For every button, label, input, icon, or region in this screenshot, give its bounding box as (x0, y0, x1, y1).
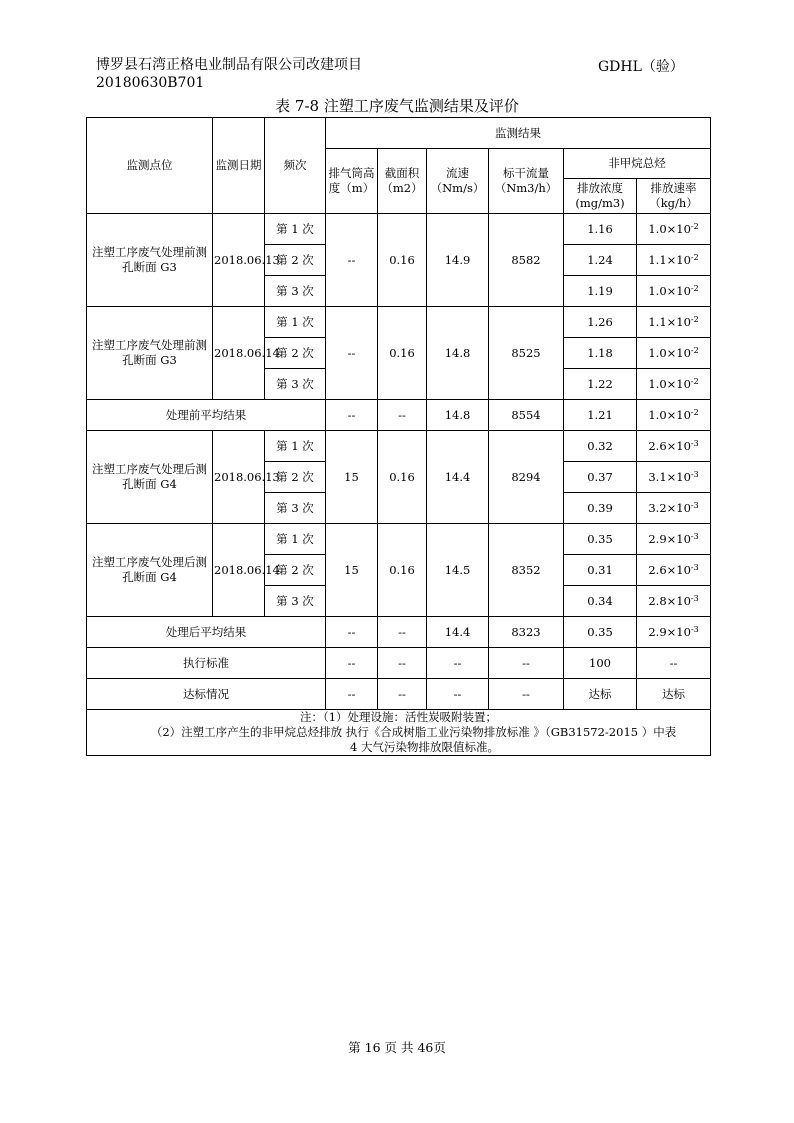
rate-cell: -- (637, 648, 711, 679)
concentration-cell: 1.22 (564, 369, 637, 400)
speed-cell: -- (427, 679, 489, 710)
header-frequency: 频次 (265, 118, 326, 214)
header-stack-height: 排气筒高度（m） (326, 149, 378, 214)
section-area-cell: 0.16 (378, 431, 427, 524)
rate-exponent: -3 (690, 624, 699, 634)
concentration-cell: 0.32 (564, 431, 637, 462)
section-area-cell: 0.16 (378, 307, 427, 400)
emission-rate-cell (637, 245, 711, 276)
table-caption: 表 7-8 注塑工序废气监测结果及评价 (275, 97, 519, 115)
concentration-cell: 1.24 (564, 245, 637, 276)
rate-exponent: -2 (690, 252, 699, 262)
concentration-cell: 1.18 (564, 338, 637, 369)
notes-cell (87, 710, 711, 756)
standard-row (87, 648, 711, 679)
table-row (87, 431, 711, 462)
area-cell: -- (378, 679, 427, 710)
rate-exponent: -3 (690, 531, 699, 541)
emission-rate-cell (637, 524, 711, 555)
concentration-cell: 0.34 (564, 586, 637, 617)
monitoring-date: 2018.06.14 (213, 524, 265, 617)
flow-cell: -- (489, 679, 564, 710)
stack-cell: -- (326, 679, 378, 710)
stack-height-cell: -- (326, 307, 378, 400)
emission-rate-cell (637, 462, 711, 493)
rate-mantissa: 1.0×10 (648, 345, 691, 360)
row-label: 处理前平均结果 (87, 400, 326, 431)
company-project-title: 博罗县石湾正格电业制品有限公司改建项目 (96, 57, 362, 73)
monitoring-date: 2018.06.14 (213, 307, 265, 400)
flow-speed-cell: 14.5 (427, 524, 489, 617)
concentration-cell: 0.35 (564, 617, 637, 648)
section-area-cell: -- (378, 617, 427, 648)
header-dry-flow: 标干流量（Nm3/h） (489, 149, 564, 214)
header-emission-rate: 排放速率（kg/h） (637, 179, 711, 214)
emission-rate-cell (637, 276, 711, 307)
rate-mantissa: 2.8×10 (648, 593, 691, 608)
emission-rate-cell (637, 307, 711, 338)
flow-speed-cell: 14.4 (427, 617, 489, 648)
section-area-cell: 0.16 (378, 524, 427, 617)
table-row (87, 214, 711, 245)
compliance-row (87, 679, 711, 710)
concentration-cell: 1.16 (564, 214, 637, 245)
header-row-1 (87, 118, 711, 149)
header-location: 监测点位 (87, 118, 213, 214)
frequency-cell: 第 3 次 (265, 586, 326, 617)
flow-speed-cell: 14.9 (427, 214, 489, 307)
concentration-cell: 1.21 (564, 400, 637, 431)
rate-exponent: -3 (690, 562, 699, 572)
emission-rate-cell (637, 369, 711, 400)
rate-exponent: -3 (690, 469, 699, 479)
page-footer: 第 16 页 共 46页 (348, 1040, 446, 1055)
average-after-row (87, 617, 711, 648)
frequency-cell: 第 3 次 (265, 493, 326, 524)
emission-rate-cell (637, 214, 711, 245)
speed-cell: -- (427, 648, 489, 679)
concentration-cell: 0.31 (564, 555, 637, 586)
rate-mantissa: 1.0×10 (648, 376, 691, 391)
row-label: 处理后平均结果 (87, 617, 326, 648)
dry-flow-cell: 8323 (489, 617, 564, 648)
rate-mantissa: 1.1×10 (648, 252, 691, 267)
emission-rate-cell (637, 493, 711, 524)
flow-speed-cell: 14.8 (427, 400, 489, 431)
rate-exponent: -2 (690, 221, 699, 231)
rate-exponent: -2 (690, 314, 699, 324)
stack-height-cell: 15 (326, 431, 378, 524)
conc-cell: 100 (564, 648, 637, 679)
dry-flow-cell: 8352 (489, 524, 564, 617)
flow-cell: -- (489, 648, 564, 679)
rate-mantissa: 1.0×10 (648, 407, 691, 422)
report-code: 20180630B701 (96, 75, 205, 91)
frequency-cell: 第 2 次 (265, 555, 326, 586)
monitoring-location: 注塑工序废气处理后测孔断面 G4 (87, 431, 213, 524)
note-line: 注：（1）处理设施：活性炭吸附装置； (299, 710, 498, 724)
flow-speed-cell: 14.4 (427, 431, 489, 524)
row-label: 执行标准 (87, 648, 326, 679)
section-area-cell: -- (378, 400, 427, 431)
header-nmhc: 非甲烷总烃 (564, 149, 711, 179)
emission-rate-cell (637, 338, 711, 369)
monitoring-date: 2018.06.13 (213, 431, 265, 524)
frequency-cell: 第 1 次 (265, 307, 326, 338)
area-cell: -- (378, 648, 427, 679)
concentration-cell: 1.19 (564, 276, 637, 307)
concentration-cell: 1.26 (564, 307, 637, 338)
dry-flow-cell: 8525 (489, 307, 564, 400)
monitoring-location: 注塑工序废气处理前测孔断面 G3 (87, 214, 213, 307)
document-header-left (96, 56, 362, 92)
rate-exponent: -3 (690, 438, 699, 448)
monitoring-location: 注塑工序废气处理前测孔断面 G3 (87, 307, 213, 400)
report-mark: GDHL（验） (598, 59, 684, 75)
stack-height-cell: 15 (326, 524, 378, 617)
rate-mantissa: 3.1×10 (648, 469, 691, 484)
monitoring-date: 2018.06.13 (213, 214, 265, 307)
concentration-cell: 0.39 (564, 493, 637, 524)
rate-mantissa: 2.6×10 (648, 438, 691, 453)
rate-mantissa: 2.9×10 (648, 531, 691, 546)
header-date: 监测日期 (213, 118, 265, 214)
header-results: 监测结果 (326, 118, 711, 149)
table-row (87, 524, 711, 555)
rate-exponent: -2 (690, 407, 699, 417)
emission-rate-cell (637, 617, 711, 648)
rate-mantissa: 1.0×10 (648, 221, 691, 236)
emission-rate-cell (637, 555, 711, 586)
header-flow-speed: 流速（Nm/s） (427, 149, 489, 214)
emission-rate-cell (637, 586, 711, 617)
frequency-cell: 第 1 次 (265, 431, 326, 462)
concentration-cell: 0.37 (564, 462, 637, 493)
rate-mantissa: 3.2×10 (648, 500, 691, 515)
header-concentration: 排放浓度(mg/m3) (564, 179, 637, 214)
rate-mantissa: 1.0×10 (648, 283, 691, 298)
stack-height-cell: -- (326, 400, 378, 431)
rate-mantissa: 1.1×10 (648, 314, 691, 329)
frequency-cell: 第 1 次 (265, 214, 326, 245)
notes-row (87, 710, 711, 756)
rate-exponent: -2 (690, 376, 699, 386)
dry-flow-cell: 8582 (489, 214, 564, 307)
rate-exponent: -2 (690, 345, 699, 355)
concentration-cell: 0.35 (564, 524, 637, 555)
frequency-cell: 第 3 次 (265, 276, 326, 307)
section-area-cell: 0.16 (378, 214, 427, 307)
rate-exponent: -3 (690, 500, 699, 510)
rate-exponent: -2 (690, 283, 699, 293)
note-line: （2）注塑工序产生的非甲烷总烃排放 执行《合成树脂工业污染物排放标准 》（GB31572-2015 ）中表 (150, 725, 677, 739)
frequency-cell: 第 1 次 (265, 524, 326, 555)
emission-rate-cell (637, 400, 711, 431)
table-row (87, 307, 711, 338)
rate-mantissa: 2.6×10 (648, 562, 691, 577)
dry-flow-cell: 8554 (489, 400, 564, 431)
rate-cell: 达标 (637, 679, 711, 710)
average-before-row (87, 400, 711, 431)
monitoring-location: 注塑工序废气处理后测孔断面 G4 (87, 524, 213, 617)
frequency-cell: 第 3 次 (265, 369, 326, 400)
monitoring-results-table (86, 117, 711, 756)
flow-speed-cell: 14.8 (427, 307, 489, 400)
frequency-cell: 第 2 次 (265, 338, 326, 369)
rate-exponent: -3 (690, 593, 699, 603)
frequency-cell: 第 2 次 (265, 462, 326, 493)
frequency-cell: 第 2 次 (265, 245, 326, 276)
conc-cell: 达标 (564, 679, 637, 710)
dry-flow-cell: 8294 (489, 431, 564, 524)
emission-rate-cell (637, 431, 711, 462)
stack-height-cell: -- (326, 214, 378, 307)
stack-height-cell: -- (326, 617, 378, 648)
stack-cell: -- (326, 648, 378, 679)
row-label: 达标情况 (87, 679, 326, 710)
rate-mantissa: 2.9×10 (648, 624, 691, 639)
header-section-area: 截面积（m2） (378, 149, 427, 214)
note-line: 4 大气污染物排放限值标准。 (350, 740, 500, 754)
